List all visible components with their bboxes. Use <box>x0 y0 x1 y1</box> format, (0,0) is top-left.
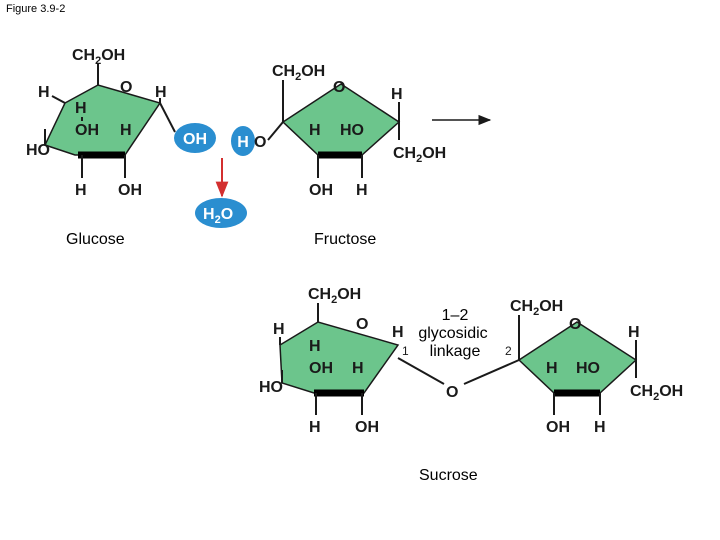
fructose-c3-h: H <box>309 122 321 139</box>
glucose-c6-ch2oh: $CH_2OH$ <box>72 47 126 67</box>
fructose-c6-ch2oh: $CH_2OH$ <box>393 145 447 165</box>
fructose-molecule <box>231 63 446 199</box>
glycosidic-bond-right <box>464 360 519 384</box>
sucrose-fructose-ring-oxygen: O <box>569 316 582 333</box>
sucrose-molecule <box>259 286 683 436</box>
figure-caption: Figure 3.9-2 <box>6 3 66 15</box>
glucose-c4-oh: OH <box>75 122 99 139</box>
sucrose-fructose-c3-oh: OH <box>546 419 570 436</box>
glucose-name: Glucose <box>66 231 125 248</box>
carbon-1-label: 1 <box>402 344 409 358</box>
glucose-molecule <box>26 47 216 199</box>
glucose-c1-h: H <box>155 84 167 101</box>
sucrose-glucose-ring <box>280 322 398 393</box>
fructose-c1-ch2oh: $CH_2OH$ <box>272 63 326 83</box>
sucrose-fructose-c5-h: H <box>628 324 640 341</box>
sucrose-glucose-ring-oxygen: O <box>356 316 369 333</box>
fructose-c5-h: H <box>391 86 403 103</box>
fructose-c2-oxygen: O <box>254 134 267 151</box>
glucose-c5-h: H <box>38 84 50 101</box>
sucrose-glucose-c2-h: H <box>352 360 364 377</box>
sucrose-name: Sucrose <box>419 467 478 484</box>
fructose-c3-oh: OH <box>309 182 333 199</box>
sucrose-fructose-c4-ho: HO <box>576 360 600 377</box>
linkage-label-line3: linkage <box>429 343 481 360</box>
glucose-c2-oh: OH <box>118 182 142 199</box>
hydroxyl-label: OH <box>183 131 207 148</box>
sucrose-fructose-c6-ch2oh: $CH_2OH$ <box>630 383 684 403</box>
fructose-c4-h: H <box>356 182 368 199</box>
sucrose-fructose-ch2oh: $CH_2OH$ <box>510 298 564 318</box>
glycosidic-oxygen: O <box>446 384 459 401</box>
sucrose-glucose-c4-ho: HO <box>259 379 283 396</box>
glucose-c2-h: H <box>120 122 132 139</box>
glycosidic-bond-left <box>398 358 444 384</box>
sucrose-glucose-c3-h: H <box>309 419 321 436</box>
sucrose-glucose-c4-h: H <box>309 338 321 355</box>
sucrose-glucose-ch2oh: $CH_2OH$ <box>308 286 362 306</box>
glucose-ring <box>45 85 160 155</box>
fructose-c4-ho: HO <box>340 122 364 139</box>
carbon-2-label: 2 <box>505 344 512 358</box>
sucrose-fructose-c4-h: H <box>594 419 606 436</box>
sucrose-glucose-c1-h: H <box>392 324 404 341</box>
linkage-label-line1: 1–2 <box>441 307 469 324</box>
water-label: $H_2O$ <box>203 206 234 226</box>
sucrose-fructose-c3-h: H <box>546 360 558 377</box>
linkage-label-line2: glycosidic <box>418 325 488 342</box>
sucrose-glucose-c4-oh: OH <box>309 360 333 377</box>
fructose-ring-oxygen: O <box>333 79 346 96</box>
hydrogen-label: H <box>237 134 249 151</box>
fructose-name: Fructose <box>314 231 377 248</box>
glucose-c3-h: H <box>75 182 87 199</box>
sucrose-glucose-c2-oh: OH <box>355 419 379 436</box>
glucose-c4-ho: HO <box>26 142 50 159</box>
glucose-c4-h: H <box>75 100 87 117</box>
glucose-ring-oxygen: O <box>120 79 133 96</box>
sucrose-glucose-c5-h: H <box>273 321 285 338</box>
